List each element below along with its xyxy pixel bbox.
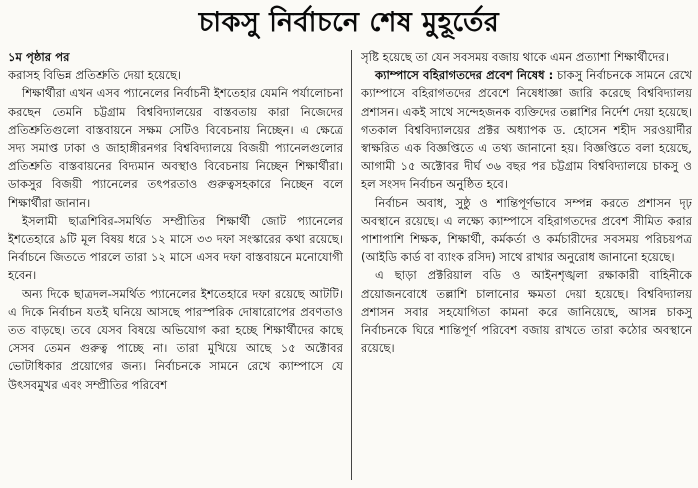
subhead-paragraph (361, 66, 692, 193)
paragraph: সৃষ্টি হয়েছে তা যেন সবসময় বজায় থাকে এমন প্রত্যাশা শিক্ষার্থীদের। (361, 50, 669, 64)
paragraph: ইসলামী ছাত্রশিবির-সমর্থিত সম্প্রীতির শিক্ষার্থী জোট প্যানেলের ইশতেহারে ৯টি মূল বিষয় ধরে ১২ মাসে ৩৩ দফা সংস্কারের কথা রয়েছে। নির্বাচনে জিততে পারলে তারা ১২ মাসে এসব দফা বাস্তবায়নে মনোযোগী হবেন। (8, 213, 343, 283)
continued-from-ref (8, 48, 343, 66)
subhead-body: চাকসু নির্বাচনকে সামনে রেখে ক্যাম্পাসে বহিরাগতদের প্রবেশে নিষেধাজ্ঞা জারি করেছে বিশ্ববিদ্যালয় প্রশাসন। একই সাথে সন্দেহজনক ব্যক্তিদের তল্লাশির নির্দেশ দেয়া হয়েছে। গতকাল বিশ্ববিদ্যালয়ের প্রক্টর অধ্যাপক ড. হোসেন শহীদ সরওয়ার্দীর স্বাক্ষরিত এক বিজ্ঞপ্তিতে এ তথ্য জানানো হয়। বিজ্ঞপ্তিতে বলা হয়েছে, আগামী ১৫ অক্টোবর দীর্ঘ ৩৬ বছর পর চট্টগ্রাম বিশ্ববিদ্যালয়ে চাকসু ও হল সংসদ নির্বাচন অনুষ্ঠিত হবে। (361, 68, 692, 192)
right-column (361, 48, 692, 486)
paragraph: এ ছাড়া প্রক্টরিয়াল বডি ও আইনশৃঙ্খলা রক্ষাকারী বাহিনীকে প্রয়োজনবোধে তল্লাশি চালানোর ক্ষমতা দেয়া হয়েছে। বিশ্ববিদ্যালয় প্রশাসন সবার সহযোগিতা কামনা করে জানিয়েছে, আসন্ন চাকসু নির্বাচনকে ঘিরে শান্তিপূর্ণ পরিবেশ বজায় রাখতে তারা কঠোর অবস্থানে রয়েছে। (361, 268, 692, 356)
left-column (8, 48, 343, 486)
paragraph: শিক্ষার্থীরা এখন এসব প্যানেলের নির্বাচনী ইশতেহার যেমনি পর্যালোচনা করছেন তেমনি চট্টগ্রাম বিশ্ববিদ্যালয়ের বাস্তবতায় কারা নিজেদের প্রতিশ্রুতিগুলো বাস্তবায়নে সক্ষম সেটিও বিবেচনায় নিচ্ছেন। এ ক্ষেত্রে সদ্য সমাপ্ত ঢাকা ও জাহাঙ্গীরনগর বিশ্ববিদ্যালয়ে বিজয়ী প্যানেলগুলোর প্রতিশ্রুতি বাস্তবায়নের বিদ্যমান অবস্থাও বিবেচনায় নিচ্ছেন শিক্ষার্থীরা। ডাকসুর বিজয়ী প্যানেলের তৎপরতাও গুরুত্বসহকারে নিচ্ছেন বলে শিক্ষার্থীরা জানান। (8, 86, 343, 210)
column-divider (351, 50, 352, 480)
continued-from-label: ১ম পৃষ্ঠার পর (8, 50, 70, 64)
paragraph: করাসহ বিভিন্ন প্রতিশ্রুতি দেয়া হয়েছে। (8, 68, 182, 83)
headline: চাকসু নির্বাচনে শেষ মুহূর্তের (198, 7, 500, 38)
paragraph: নির্বাচন অবাধ, সুষ্ঠু ও শান্তিপূর্ণভাবে সম্পন্ন করতে প্রশাসন দৃঢ় অবস্থানে রয়েছে। এ লক্ষ্যে ক্যাম্পাসে বহিরাগতদের প্রবেশ সীমিত করার পাশাপাশি শিক্ষক, শিক্ষার্থী, কর্মকর্তা ও কর্মচারীদের সবসময় পরিচয়পত্র (আইডি কার্ড বা ব্যাংক রসিদ) সাথে রাখার অনুরোধ জানানো হয়েছে। (361, 195, 692, 265)
paragraph: অন্য দিকে ছাত্রদল-সমর্থিত প্যানেলের ইশতেহারে দফা রয়েছে আটটি। এ দিকে নির্বাচন যতই ঘনিয়ে আসছে পারস্পরিক দোষারোপের প্রবণতাও তত বাড়ছে। তবে যেসব বিষয়ে অভিযোগ করা হচ্ছে শিক্ষার্থীদের কাছে সেসব তেমন গুরুত্ব পাচ্ছে না। তারা মুখিয়ে আছে ১৫ অক্টোবর ভোটাধিকার প্রয়োগের জন্য। নির্বাচনকে সামনে রেখে ক্যাম্পাসে যে উৎসবমুখর এবং সম্প্রীতির পরিবেশ (8, 286, 343, 392)
subhead: ক্যাম্পাসে বহিরাগতদের প্রবেশ নিষেধ : (375, 68, 554, 83)
